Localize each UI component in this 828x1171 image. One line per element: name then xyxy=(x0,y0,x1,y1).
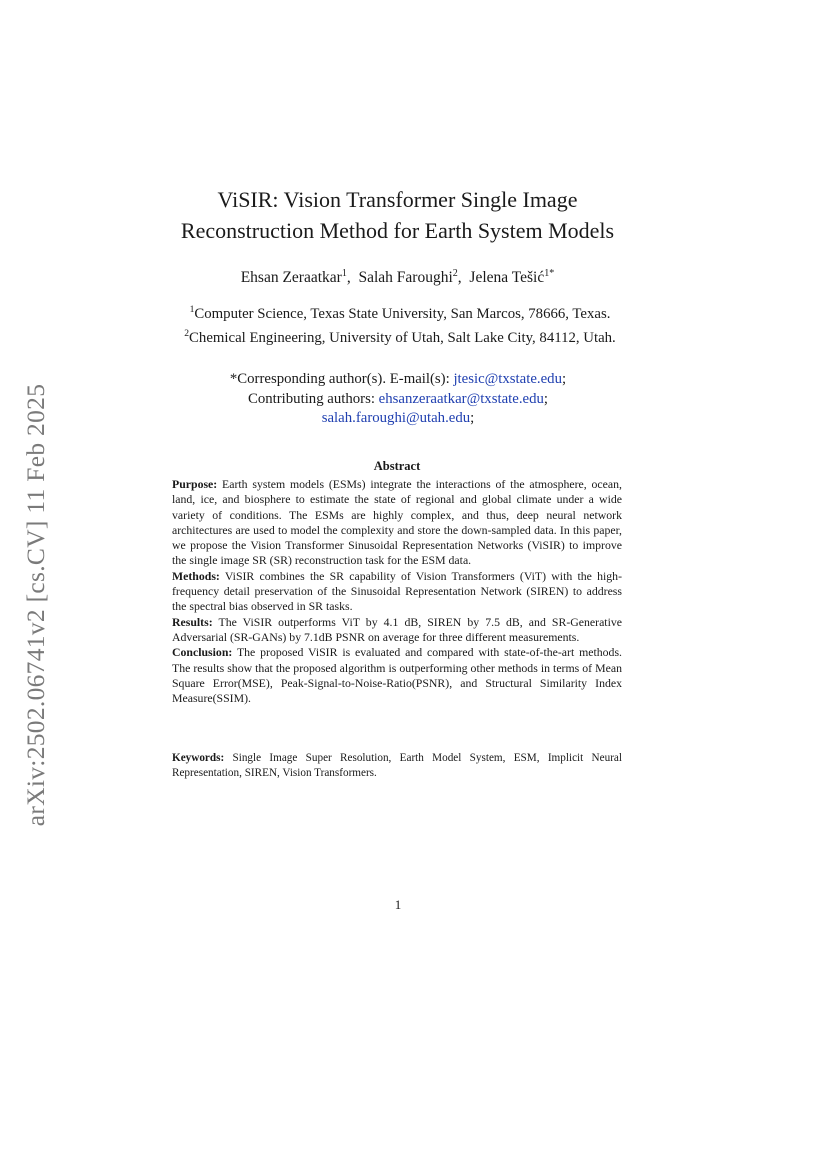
affiliation-text: Chemical Engineering, University of Utah, Salt Lake City, 84112, Utah. xyxy=(189,329,616,346)
author-name: Jelena Tešić xyxy=(469,269,545,287)
abstract-text: Earth system models (ESMs) integrate the interactions of the atmosphere, ocean, land, ice, and biosphere to estimate the state of regional and global climate under a wide variety of conditions. The ESMs are highly complex, and thus, deep neural network architectures are used to model the complexity and store the down-sampled data. In this paper, we propose the Vision Transformer Sinusoidal Representation Networks (ViSIR) to improve the single image SR (SR) reconstruction task for the ESM data. xyxy=(172,477,622,568)
affil-mark: 1 xyxy=(189,304,195,315)
abstract-label: Results: xyxy=(172,614,213,629)
affil-mark: 2 xyxy=(184,327,190,339)
paper-title xyxy=(120,184,675,246)
corresponding-label: *Corresponding author(s). E-mail(s): xyxy=(229,371,454,387)
affiliation-text: Computer Science, Texas State University, San Marcos, 78666, Texas. xyxy=(194,305,611,322)
abstract-methods xyxy=(172,569,622,615)
keywords xyxy=(172,751,622,780)
contributing-line-2 xyxy=(150,409,646,429)
author-affil-mark: 2 xyxy=(452,268,458,279)
separator: ; xyxy=(561,371,567,387)
contributing-label: Contributing authors: xyxy=(247,390,379,407)
title-line-2: Reconstruction Method for Earth System Models xyxy=(180,218,615,243)
email-link-contributing-1[interactable]: ehsanzeraatkar@txstate.edu xyxy=(378,390,544,407)
abstract-text: ViSIR combines the SR capability of Vision Transformers (ViT) with the high-frequency detail preservation of the Sinusoidal Representation Network (SIREN) to address the spectral bias observed in SR tasks. xyxy=(172,568,622,614)
abstract-body xyxy=(172,477,622,706)
abstract-text: The ViSIR outperforms ViT by 4.1 dB, SIREN by 7.5 dB, and SR-Generative Adversarial (SR-GANs) by 7.1dB PSNR on average for three different measurements. xyxy=(172,614,622,644)
keywords-text: Single Image Super Resolution, Earth Model System, ESM, Implicit Neural Representation, SIREN, Vision Transformers. xyxy=(172,752,622,779)
abstract-heading: Abstract xyxy=(373,459,421,473)
author-list: Ehsan Zeraatkar$^1$, Salah Faroughi$^2$, Jelena Tešić$^{1*}$ xyxy=(240,268,555,287)
affiliation-line xyxy=(100,300,700,324)
title-line-1: ViSIR: Vision Transformer Single Image xyxy=(217,187,578,212)
affiliation-line xyxy=(100,324,700,348)
author-name: Salah Faroughi xyxy=(358,269,453,287)
keywords-label: Keywords: xyxy=(172,752,225,764)
corresponding-line xyxy=(150,370,646,390)
abstract-label: Conclusion: xyxy=(172,645,233,660)
author-name: Ehsan Zeraatkar xyxy=(240,269,342,287)
author-affil-mark: 1* xyxy=(544,268,555,279)
contributing-line xyxy=(150,390,646,410)
email-link-corresponding[interactable]: jtesic@txstate.edu xyxy=(453,371,562,387)
page-number: 1 xyxy=(394,897,402,912)
abstract-text: The proposed ViSIR is evaluated and compared with state-of-the-art methods. The results show that the proposed algorithm is outperforming other methods in terms of Mean Square Error(MSE), Peak-Signal-to-Noise-Ratio(PSNR), and Structural Similarity Index Measure(SSIM). xyxy=(172,645,622,706)
abstract-label: Methods: xyxy=(172,568,220,583)
abstract-label: Purpose: xyxy=(172,477,218,491)
arxiv-sidebar-stamp xyxy=(16,362,56,848)
abstract-results xyxy=(172,615,622,646)
abstract-purpose xyxy=(172,477,622,569)
author-affil-mark: 1 xyxy=(341,268,347,279)
separator: ; xyxy=(470,410,475,426)
correspondence-block xyxy=(150,370,646,429)
abstract-conclusion xyxy=(172,645,622,706)
affiliations xyxy=(100,300,700,348)
arxiv-identifier: arXiv:2502.06741v2 [cs.CV] 11 Feb 2025 xyxy=(21,383,50,827)
email-link-contributing-2[interactable]: salah.faroughi@utah.edu xyxy=(321,410,471,426)
separator: ; xyxy=(543,390,549,407)
